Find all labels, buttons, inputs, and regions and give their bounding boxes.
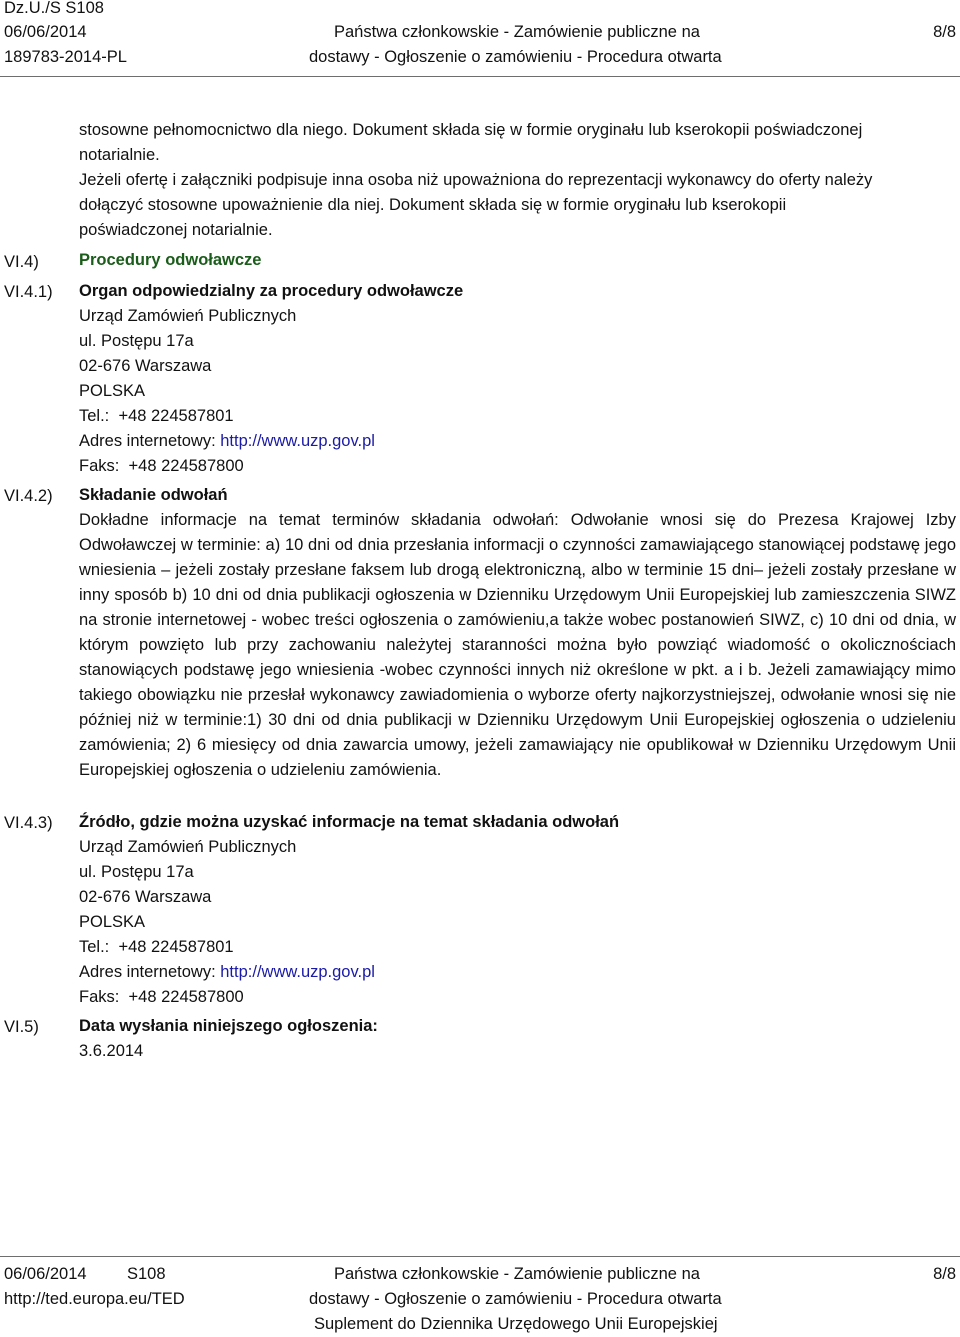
section-number-vi41: VI.4.1) bbox=[4, 283, 53, 301]
footer-journal: S108 bbox=[127, 1265, 166, 1283]
web-line bbox=[79, 960, 956, 985]
appeals-text-label: Dokładne informacje na temat terminów składania odwołań: bbox=[79, 511, 559, 529]
org-name: Urząd Zamówień Publicznych bbox=[79, 307, 297, 325]
phone-number: +48 224587801 bbox=[118, 938, 234, 956]
section-vi43 bbox=[79, 810, 956, 1010]
web-line bbox=[79, 429, 956, 454]
country: POLSKA bbox=[79, 382, 146, 400]
section-vi42 bbox=[79, 483, 956, 783]
section-number-vi43: VI.4.3) bbox=[4, 814, 53, 832]
phone-number: +48 224587801 bbox=[118, 407, 234, 425]
header-rule bbox=[0, 76, 960, 77]
section-number-vi42: VI.4.2) bbox=[4, 487, 53, 505]
section-title-vi43: Źródło, gdzie można uzyskać informacje na temat składania odwołań bbox=[79, 813, 620, 831]
appeals-text-body: Odwołanie wnosi się do Prezesa Krajowej Izby Odwoławczej w terminie: a) 10 dni od dnia przesłania informacji o czynności zamawiającego stanowiącej podstawę jego wniesienia – jeżeli zostały przesłane faksem lub drogą elektroniczną, albo w terminie 15 dni– jeżeli zostały przesłane w inny sposób b) 10 dni od dnia publikacji ogłoszenia w Dzienniku Urzędowym Unii Europejskiej lub zamieszczenia SIWZ na stronie internetowej - wobec treści ogłoszenia o zamówieniu,a także wobec postanowień SIWZ, c) 10 dni od dnia, w którym powzięto lub przy zachowaniu należytej staranności można było powziąć wiadomość o okolicznościach stanowiących podstawę jego wniesienia -wobec czynności innych niż określone w pkt. a i b. Jeżeli zamawiający mimo takiego obowiązku nie przesłał wykonawcy zawiadomienia o wyborze oferty najkorzystniejszej, odwołanie wnosi się nie później niż w terminie:1) 30 dni od dnia publikacji w Dzienniku Urzędowym Unii Europejskiej ogłoszenia o udzieleniu zamówienia; 2) 6 miesięcy od dnia zawarcia umowy, jeżeli zamawiający nie opublikował w Dzienniku Urzędowym Unii Europejskiej ogłoszenia o udzieleniu zamówienia. bbox=[79, 511, 956, 779]
footer-url: http://ted.europa.eu/TED bbox=[4, 1290, 185, 1308]
intro-block bbox=[79, 118, 956, 243]
org-name: Urząd Zamówień Publicznych bbox=[79, 838, 297, 856]
web-label: Adres internetowy: bbox=[79, 432, 216, 450]
fax-line bbox=[79, 454, 956, 479]
section-number-vi5: VI.5) bbox=[4, 1018, 39, 1036]
section-title-vi4: Procedury odwoławcze bbox=[79, 251, 262, 269]
footer-title-line2: dostawy - Ogłoszenie o zamówieniu - Procedura otwarta bbox=[309, 1290, 722, 1308]
footer-rule bbox=[0, 1256, 960, 1257]
header-date: 06/06/2014 bbox=[4, 23, 87, 41]
notice-id: 189783-2014-PL bbox=[4, 48, 127, 66]
header-page-number: 8/8 bbox=[933, 23, 956, 41]
web-label: Adres internetowy: bbox=[79, 963, 216, 981]
intro-line2: notarialnie. bbox=[79, 146, 160, 164]
phone-line bbox=[79, 935, 956, 960]
section-number-vi4: VI.4) bbox=[4, 253, 39, 271]
intro-paragraph: Jeżeli ofertę i załączniki podpisuje inna osoba niż upoważniona do reprezentacji wykonawcy do oferty należy dołączyć stosowne upoważnienie dla niej. Dokument składa się w formie oryginału lub kserokopii poświadczonej notarialnie. bbox=[79, 171, 873, 239]
city: 02-676 Warszawa bbox=[79, 888, 212, 906]
fax-label: Faks: bbox=[79, 457, 120, 475]
web-link[interactable]: http://www.uzp.gov.pl bbox=[220, 432, 375, 450]
fax-number: +48 224587800 bbox=[128, 457, 244, 475]
appeals-text bbox=[79, 508, 956, 783]
header-title-line1: Państwa członkowskie - Zamówienie publiczne na bbox=[334, 23, 700, 41]
section-vi5 bbox=[79, 1014, 956, 1064]
section-vi41 bbox=[79, 279, 956, 479]
phone-label: Tel.: bbox=[79, 407, 110, 425]
intro-line1: stosowne pełnomocnictwo dla niego. Dokument składa się w formie oryginału lub kserokopii poświadczonej bbox=[79, 121, 863, 139]
section-title-vi5: Data wysłania niniejszego ogłoszenia: bbox=[79, 1017, 378, 1035]
section-title-vi41: Organ odpowiedzialny za procedury odwoławcze bbox=[79, 282, 464, 300]
street-address: ul. Postępu 17a bbox=[79, 332, 194, 350]
phone-line bbox=[79, 404, 956, 429]
street-address: ul. Postępu 17a bbox=[79, 863, 194, 881]
footer-page-number: 8/8 bbox=[933, 1265, 956, 1283]
web-link[interactable]: http://www.uzp.gov.pl bbox=[220, 963, 375, 981]
country: POLSKA bbox=[79, 913, 146, 931]
footer-title-line3: Suplement do Dziennika Urzędowego Unii Europejskiej bbox=[314, 1315, 718, 1333]
section-vi4 bbox=[79, 248, 956, 273]
footer-date: 06/06/2014 bbox=[4, 1265, 87, 1283]
city: 02-676 Warszawa bbox=[79, 357, 212, 375]
section-title-vi42: Składanie odwołań bbox=[79, 486, 228, 504]
dispatch-date: 3.6.2014 bbox=[79, 1042, 144, 1060]
fax-line bbox=[79, 985, 956, 1010]
fax-number: +48 224587800 bbox=[128, 988, 244, 1006]
phone-label: Tel.: bbox=[79, 938, 110, 956]
footer-title-line1: Państwa członkowskie - Zamówienie publiczne na bbox=[334, 1265, 700, 1283]
fax-label: Faks: bbox=[79, 988, 120, 1006]
header-title-line2: dostawy - Ogłoszenie o zamówieniu - Procedura otwarta bbox=[309, 48, 722, 66]
journal-ref: Dz.U./S S108 bbox=[4, 0, 104, 17]
